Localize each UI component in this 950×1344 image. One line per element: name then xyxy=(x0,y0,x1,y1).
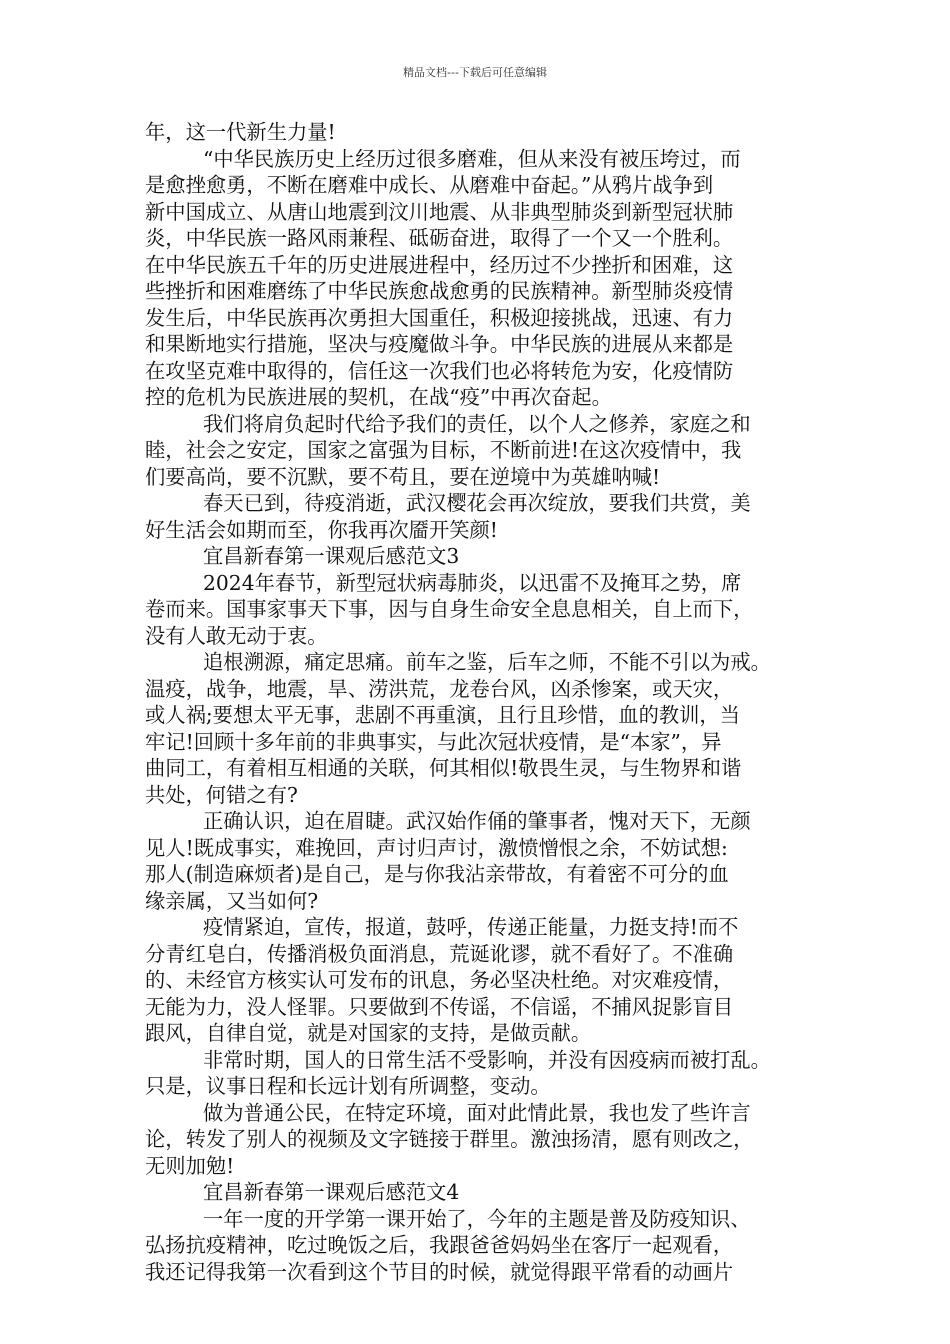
text-line: 只是，议事日程和长远计划有所调整，变动。 xyxy=(145,1074,551,1098)
text-line: 或人祸;要想太平无事，悲剧不再重演，且行且珍惜，血的教训，当 xyxy=(145,703,740,727)
paragraph-first-line: 正确认识，迫在眉睫。武汉始作俑的肇事者，愧对天下，无颜 xyxy=(203,809,751,833)
text-line: 年，这一代新生力量! xyxy=(145,120,336,144)
paragraph-first-line: 宜昌新春第一课观后感范文3 xyxy=(203,544,460,568)
text-line: 和果断地实行措施，坚决与疫魔做斗争。中华民族的进展从来都是 xyxy=(145,332,734,356)
paragraph-first-line: 做为普通公民，在特定环境，面对此情此景，我也发了些许言 xyxy=(203,1100,751,1125)
paragraph-first-line: “中华民族历史上经历过很多磨难，但从来没有被压垮过，而 xyxy=(203,146,741,171)
text-line: 发生后，中华民族再次勇担大国重任，积极迎接挑战，迅速、有力 xyxy=(145,305,734,330)
text-line: 弘扬抗疫精神，吃过晚饭之后，我跟爸爸妈妈坐在客厅一起观看， xyxy=(145,1233,734,1257)
paragraph-first-line: 非常时期，国人的日常生活不受影响，并没有因疫病而被打乱。 xyxy=(203,1047,771,1072)
document-body xyxy=(145,119,810,1285)
text-line: 好生活会如期而至，你我再次靥开笑颜! xyxy=(145,517,498,542)
paragraph-first-line: 追根溯源，痛定思痛。前车之鉴，后车之师，不能不引以为戒。 xyxy=(203,650,771,674)
paragraph-first-line: 疫情紧迫，宣传，报道，鼓呼，传递正能量，力挺支持!而不 xyxy=(203,915,739,939)
text-line: 是愈挫愈勇，不断在磨难中成长、从磨难中奋起。”从鸦片战争到 xyxy=(145,173,714,197)
text-line: 分青红皂白，传播消极负面消息，荒诞讹谬，就不看好了。不准确 xyxy=(145,941,734,966)
text-line: 我还记得我第一次看到这个节目的时候，就觉得跟平常看的动画片 xyxy=(145,1259,734,1284)
running-header: 精品文档---下载后可任意编辑 xyxy=(403,66,547,79)
text-line: 无能为力，没人怪罪。只要做到不传谣，不信谣，不捕风捉影盲目 xyxy=(145,994,734,1019)
text-line: 新中国成立、从唐山地震到汶川地震、从非典型肺炎到新型冠状肺 xyxy=(145,199,734,224)
text-line: 见人!既成事实，难挽回，声讨归声讨，激愤憎恨之余，不妨试想: xyxy=(145,835,728,860)
text-line: 那人(制造麻烦者)是自己，是与你我沾亲带故，有着密不可分的血 xyxy=(145,862,729,886)
text-line: 在攻坚克难中取得的，信任这一次我们也必将转危为安，化疫情防 xyxy=(145,358,734,383)
paragraph-first-line: 春天已到，待疫消逝，武汉樱花会再次绽放，要我们共赏，美 xyxy=(203,491,751,515)
text-line: 曲同工，有着相互相通的关联，何其相似!敬畏生灵，与生物界和谐 xyxy=(145,756,742,780)
paragraph-first-line: 我们将肩负起时代给予我们的责任，以个人之修养，家庭之和 xyxy=(203,411,751,436)
text-line: 温疫，战争，地震，旱、涝洪荒，龙卷台风，凶杀惨案，或天灾， xyxy=(145,676,734,701)
paragraph-first-line: 2024年春节，新型冠状病毒肺炎，以迅雷不及掩耳之势，席 xyxy=(203,570,742,595)
text-line: 的、未经官方核实认可发布的讯息，务必坚决杜绝。对灾难疫情， xyxy=(145,968,734,992)
text-line: 缘亲属，又当如何? xyxy=(145,888,319,913)
text-line: 没有人敢无动于衷。 xyxy=(145,623,328,648)
text-line: 们要高尚，要不沉默，要不苟且，要在逆境中为英雄呐喊! xyxy=(145,464,661,489)
paragraph-first-line: 宜昌新春第一课观后感范文4 xyxy=(203,1180,460,1204)
text-line: 无则加勉! xyxy=(145,1153,235,1178)
text-line: 卷而来。国事家事天下事，因与自身生命安全息息相关，自上而下， xyxy=(145,597,754,621)
text-line: 控的危机为民族进展的契机，在战“疫”中再次奋起。 xyxy=(145,385,612,409)
text-line: 炎，中华民族一路风雨兼程、砥砺奋进，取得了一个又一个胜利。 xyxy=(145,226,734,250)
text-line: 共处，何错之有? xyxy=(145,782,298,807)
text-line: 跟风，自律自觉，就是对国家的支持，是做贡献。 xyxy=(145,1021,592,1045)
paragraph-first-line: 一年一度的开学第一课开始了，今年的主题是普及防疫知识、 xyxy=(203,1206,751,1231)
text-line: 睦，社会之安定，国家之富强为目标，不断前进!在这次疫情中，我 xyxy=(145,438,742,462)
text-line: 论，转发了别人的视频及文字链接于群里。激浊扬清，愿有则改之， xyxy=(145,1127,754,1151)
text-line: 牢记!回顾十多年前的非典事实，与此次冠状疫情，是“本家”，异 xyxy=(145,729,722,754)
text-line: 些挫折和困难磨练了中华民族愈战愈勇的民族精神。新型肺炎疫情 xyxy=(145,279,734,303)
text-line: 在中华民族五千年的历史进展进程中，经历过不少挫折和困难，这 xyxy=(145,252,734,277)
